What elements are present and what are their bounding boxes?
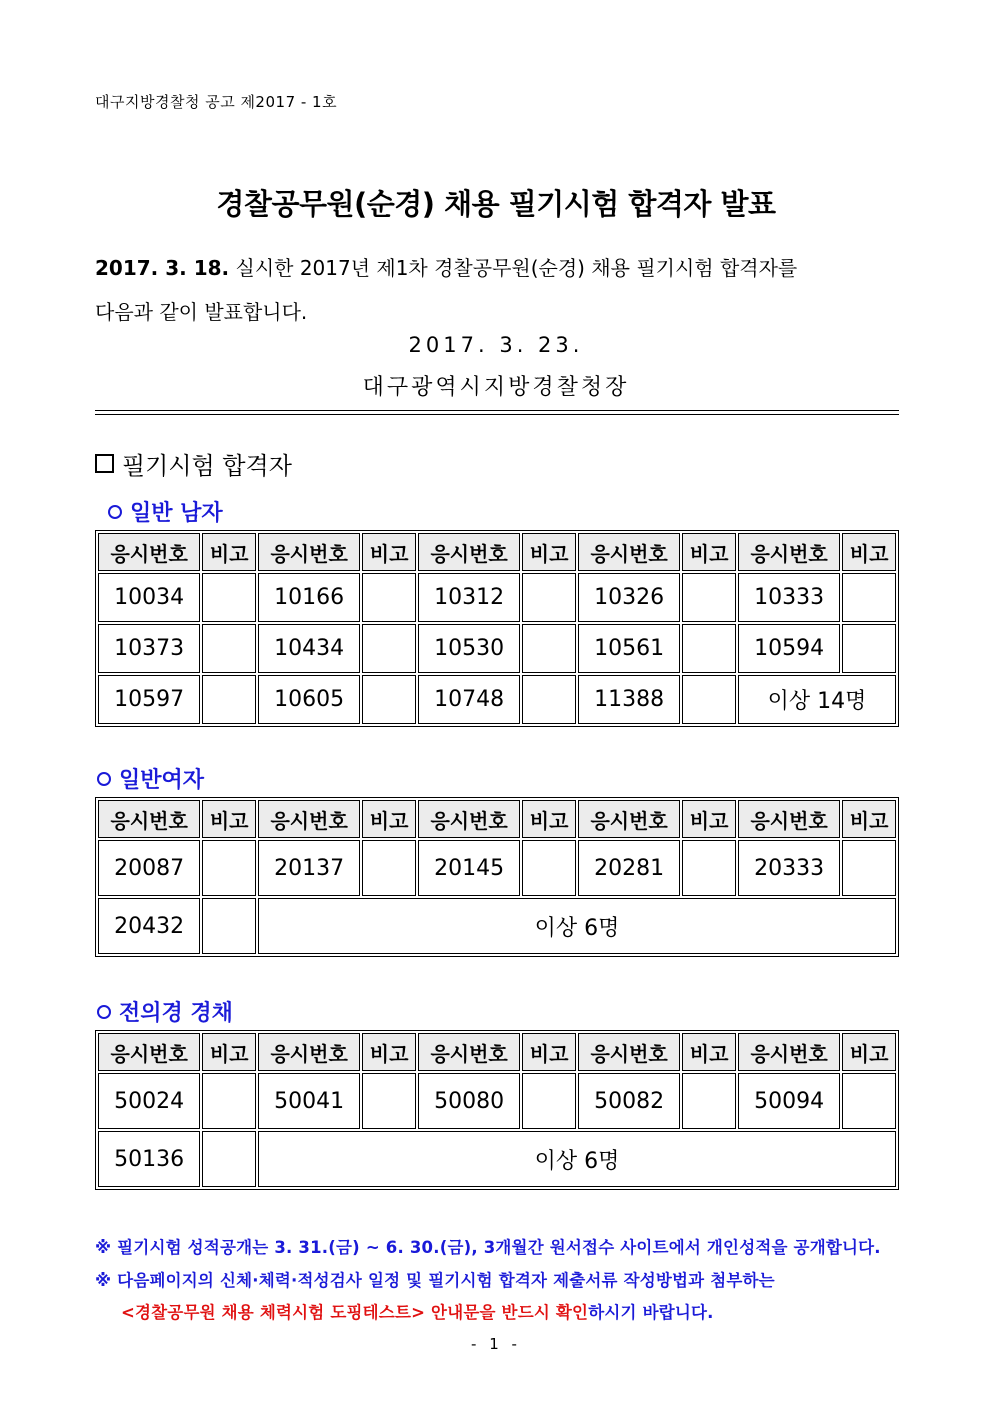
remark-cell (682, 675, 736, 724)
column-header: 비고 (202, 1033, 256, 1071)
column-header: 비고 (202, 533, 256, 571)
group-heading-general-male (108, 496, 223, 527)
column-header: 비고 (522, 1033, 576, 1071)
column-header: 응시번호 (418, 533, 520, 571)
intro-paragraph (95, 246, 899, 334)
note-next-page: ※ 다음페이지의 신체·체력·적성검사 일정 및 필기시험 합격자 제출서류 작성방법과 첨부하는 (95, 1271, 775, 1290)
section-title: 필기시험 합격자 (122, 452, 292, 480)
remark-cell (202, 1131, 256, 1187)
remark-cell (202, 898, 256, 954)
note-tail: 하시기 바랍니다. (588, 1303, 714, 1322)
table-header-row (98, 533, 896, 571)
remark-cell (362, 1073, 416, 1129)
column-header: 비고 (842, 533, 896, 571)
exam-number: 20137 (258, 840, 360, 896)
table-row (98, 573, 896, 622)
announcement-date: 2017. 3. 23. (408, 333, 584, 357)
exam-number: 50080 (418, 1073, 520, 1129)
table-row (98, 840, 896, 896)
exam-number: 10312 (418, 573, 520, 622)
passers-table-general-male (95, 530, 899, 727)
exam-number: 11388 (578, 675, 680, 724)
column-header: 응시번호 (418, 800, 520, 838)
total-count: 이상 6명 (258, 898, 896, 954)
group-heading-general-female (97, 763, 204, 794)
exam-number: 50024 (98, 1073, 200, 1129)
remark-cell (202, 675, 256, 724)
remark-cell (202, 624, 256, 673)
column-header: 비고 (202, 800, 256, 838)
remark-cell (522, 675, 576, 724)
exam-number: 10748 (418, 675, 520, 724)
column-header: 응시번호 (258, 1033, 360, 1071)
exam-number: 50136 (98, 1131, 200, 1187)
remark-cell (522, 624, 576, 673)
column-header: 비고 (682, 1033, 736, 1071)
doping-test-highlight: <경찰공무원 채용 체력시험 도핑테스트> 안내문을 반드시 확인 (121, 1303, 589, 1322)
table-row (98, 624, 896, 673)
column-header: 응시번호 (98, 533, 200, 571)
column-header: 응시번호 (418, 1033, 520, 1071)
remark-cell (362, 573, 416, 622)
table-header-row (98, 800, 896, 838)
exam-number: 10166 (258, 573, 360, 622)
remark-cell (362, 840, 416, 896)
exam-number: 50094 (738, 1073, 840, 1129)
passers-table-conscript-special (95, 1030, 899, 1190)
note-score-disclosure: ※ 필기시험 성적공개는 3. 31.(금) ~ 6. 30.(금), 3개월간 원서접수 사이트에서 개인성적을 공개합니다. (95, 1238, 881, 1257)
remark-cell (522, 840, 576, 896)
column-header: 응시번호 (578, 1033, 680, 1071)
group-title: 전의경 경채 (119, 1001, 233, 1026)
remark-cell (362, 675, 416, 724)
column-header: 응시번호 (258, 800, 360, 838)
remark-cell (682, 840, 736, 896)
remark-cell (682, 1073, 736, 1129)
total-count: 이상 14명 (738, 675, 896, 724)
double-line-divider (95, 410, 899, 415)
exam-number: 10530 (418, 624, 520, 673)
remark-cell (202, 840, 256, 896)
remark-cell (842, 624, 896, 673)
column-header: 비고 (362, 533, 416, 571)
column-header: 응시번호 (98, 1033, 200, 1071)
column-header: 비고 (682, 533, 736, 571)
exam-date: 2017. 3. 18. (95, 256, 230, 280)
remark-cell (842, 840, 896, 896)
remark-cell (202, 1073, 256, 1129)
exam-number: 10605 (258, 675, 360, 724)
intro-line2: 다음과 같이 발표합니다. (95, 300, 308, 324)
exam-number: 10326 (578, 573, 680, 622)
exam-number: 20145 (418, 840, 520, 896)
page-number: - 1 - (471, 1335, 521, 1353)
exam-number: 20087 (98, 840, 200, 896)
remark-cell (202, 573, 256, 622)
intro-line1: 실시한 2017년 제1차 경찰공무원(순경) 채용 필기시험 합격자를 (229, 256, 798, 280)
note-doping-test (121, 1299, 931, 1323)
total-count: 이상 6명 (258, 1131, 896, 1187)
table-row (98, 898, 896, 954)
circle-bullet-icon (97, 1005, 111, 1019)
remark-cell (682, 624, 736, 673)
remark-cell (362, 624, 416, 673)
column-header: 비고 (842, 1033, 896, 1071)
issuer: 대구광역시지방경찰청장 (362, 375, 630, 400)
group-title: 일반 남자 (130, 501, 223, 526)
exam-number: 20432 (98, 898, 200, 954)
table-row (98, 1131, 896, 1187)
square-bullet-icon (95, 454, 114, 473)
column-header: 응시번호 (98, 800, 200, 838)
notice-number: 대구지방경찰청 공고 제2017 - 1호 (95, 93, 338, 111)
group-heading-conscript-special (97, 996, 233, 1027)
exam-number: 50041 (258, 1073, 360, 1129)
section-heading (95, 446, 292, 481)
table-row (98, 1073, 896, 1129)
page-title: 경찰공무원(순경) 채용 필기시험 합격자 발표 (216, 187, 776, 221)
column-header: 비고 (682, 800, 736, 838)
table-row (98, 675, 896, 724)
remark-cell (842, 1073, 896, 1129)
column-header: 응시번호 (738, 800, 840, 838)
remark-cell (522, 1073, 576, 1129)
exam-number: 10597 (98, 675, 200, 724)
exam-number: 20333 (738, 840, 840, 896)
circle-bullet-icon (108, 505, 122, 519)
column-header: 응시번호 (578, 533, 680, 571)
exam-number: 10434 (258, 624, 360, 673)
remark-cell (522, 573, 576, 622)
exam-number: 10561 (578, 624, 680, 673)
column-header: 응시번호 (738, 1033, 840, 1071)
group-title: 일반여자 (119, 768, 205, 793)
exam-number: 10034 (98, 573, 200, 622)
circle-bullet-icon (97, 772, 111, 786)
exam-number: 10594 (738, 624, 840, 673)
column-header: 비고 (362, 1033, 416, 1071)
column-header: 비고 (362, 800, 416, 838)
exam-number: 50082 (578, 1073, 680, 1129)
table-header-row (98, 1033, 896, 1071)
column-header: 비고 (522, 533, 576, 571)
exam-number: 20281 (578, 840, 680, 896)
passers-table-general-female (95, 797, 899, 957)
remark-cell (682, 573, 736, 622)
column-header: 비고 (522, 800, 576, 838)
column-header: 응시번호 (738, 533, 840, 571)
exam-number: 10333 (738, 573, 840, 622)
remark-cell (842, 573, 896, 622)
column-header: 응시번호 (578, 800, 680, 838)
column-header: 응시번호 (258, 533, 360, 571)
exam-number: 10373 (98, 624, 200, 673)
column-header: 비고 (842, 800, 896, 838)
